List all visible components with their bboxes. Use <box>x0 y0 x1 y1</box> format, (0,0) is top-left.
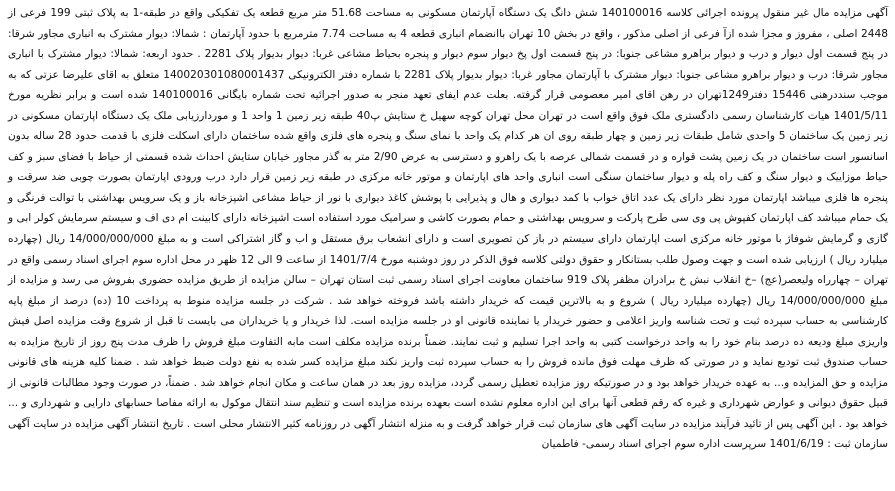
auction-notice-text: آگهی مزایده مال غیر منقول پرونده اجرائی کلاسه 140100016 شش دانگ یک دستگاه آپارتمان مسکونی به مساحت 51.68 متر مربع قطعه یک تفکیکی واقع در طبقه-1 به پلاک ثبتی 199 فرعی از 2448 اصلی ، مفروز و مجزا شده ازآ فرعی از اصلی مذکور ، واقع در بخش 10 تهران باانضمام انباری قطعه 4 به مساحت 7.74 مترمربع با حدود آپارتمان : شمالا: دیوار مشترک به انباری مجاور شرقا: در پنج قسمت اول دیوار و درب و دیوار براهرو مشاعی جنوبا: در پنج قسمت اول پخ دیوار سوم دیوار و پنجره بحیاط مشاعی غربا: دیوار بدیوار پلاک 2281 . حدود اربعه: شمالا: دیوار مشترک با انباری مجاور شرقا: درب و دیوار براهرو مشاعی جنوبا: دیوار مشترک با آپارتمان مجاور غربا: دیوار بدیوار پلاک 2281 با شماره دفتر الکترونیکی 140020301080001437 متعلق به اقای علیرضا عزتی که به موجب سنددرهنی 15446 دفتر1249تهران در رهن اقای امیر معصومی قرار گرفته. بعلت عدم ایفای تعهد منجر به صدور اجرائیه تحت شماره بایگانی 140100016 شده است و برابر نظریه مورخ 1401/5/11 هیات کارشناسان رسمی دادگستری ملک فوق واقع است در تهران محل تهران کوچه سهیل خ ستایش پ40 طبقه زیر زمین 1 واحد 1 و موردارزیابی ملک یک دستگاه اپارتمان مسکونی در زیر زمین یک ساختمان 5 واحدی شامل طبقات زیر زمین و چهار طبقه روی ان هر کدام یک واحد با نمای سنگ و پنجره های فلزی واقع شده ساختمان دارای اسکلت فلزی با قدمت حدود 28 ساله بدون اسانسور است ساختمان در یک زمین پشت قواره و در قسمت شمالی عرصه با یک راهرو و دسترسی به عرض 2/90 متر به گذر مجاور خیابان ستایش احداث شده قسمتی از حیاط با فضای سبز و کف حیاط موزاییک و دیوار سنگ و کف راه پله و دیوار ساختمان سنگی است انباری واحد های اپارتمان و موتور خانه مرکزی در طبقه زیر زمین قرار دارد درب ورودی اپارتمان بصورت چوبی ضد سرقت و پنجره ها فلزی میباشد اپارتمان مورد نظر دارای یک عدد اتاق خواب با کمد دیواری و هال و پذیرایی با پوشش کاغذ دیواری با نور از حیاط مشاعی اشپزخانه باز و یک سرویس بهداشتی با توالت فرنگی و یک حمام میباشد کف اپارتمان کفپوش پی وی سی طرح پارکت و سرویس بهداشتی و حمام بصورت کاشی و سرامیک مورد استفاده است اشپزخانه دارای کابینت ام دی اف و سیستم سرمایش کولر ابی و گازی و گرمایش شوفاژ با موتور خانه مرکزی است اپارتمان دارای سیستم در باز کن تصویری است و دارای انشعاب برق مستقل و اب و گاز اشتراکی است و به مبلغ 14/000/000/000 ریال (چهارده میلیارد ریال ) ارزیابی شده است و جهت وصول طلب بستانکار و حقوق دولتی کلاسه فوق الذکر در روز دوشنبه مورخ 1401/7/4 از ساعت 9 الی 12 ظهر در محل اداره سوم اجرای اسناد رسمی واقع در تهران – چهارراه ولیعصر(عج) –خ انقلاب نبش خ برادران مظفر پلاک 919 ساختمان معاونت اجرای اسناد رسمی ثبت استان تهران – سالن مزایده از طریق مزایده حضوری بفروش می رسد و مزایده از مبلغ 14/000/000/000 ریال (چهارده میلیارد ریال ) شروع و به بالاترین قیمت که خریدار داشته باشد فروخته خواهد شد . شرکت در جلسه مزایده منوط به پرداخت 10 (ده) درصد از مبلغ پایه کارشناسی به حساب سپرده ثبت و تحت شناسه واریز اعلامی و حضور خریدار یا نماینده قانونی او در جلسه مزایده است. لذا خریدار و یا خریداران می بایست تا قبل از شروع وقت مزایده اصل فیش واریزی مبلغ ودیعه ده درصد بنام خود را به واحد درخواست کتبی به واحد اجرا تسلیم و ثبت نمایند. ضمناً برنده مزایده مکلف است مابه التفاوت مبلغ فروش را ظرف مدت پنج روز از تاریخ مزایده به حساب صندوق ثبت تودیع نماید و در صورتی که ظرف مهلت فوق مانده فروش را به حساب سپرده ثبت واریز نکند مبلغ مزایده کسر شده به نفع دولت ضبط خواهد شد . ضمنا کلیه هزینه های قانونی مزایده و حق المزایده و... به عهده خریدار خواهد بود و در صورتیکه روز مزایده تعطیل رسمی گردد، مزایده روز بعد در همان ساعت و مکان انجام خواهد شد . ضمناً، در صورت وجود مطالبات قانونی از قبیل حقوق دیوانی و عوارض شهرداری و غیره که رقم قطعی آنها برای این اداره معلوم نشده است بعهده برنده مزایده است و تنظیم سند انتقال موکول به ارائه مفاصا حسابهای دارایی و شهرداری و ... خواهد بود . این آگهی پس از تائید فرآیند مزایده در سایت آگهی های سازمان ثبت قرار خواهد گرفت و به منزله انتشار آگهی در روزنامه کثیر الانتشار محلی است . تاریخ انتشار آگهی مزایده در سایت آگهی سازمان ثبت : 1401/6/19 سرپرست اداره سوم اجرای اسناد رسمی- فاطمیان <box>8 7 889 451</box>
